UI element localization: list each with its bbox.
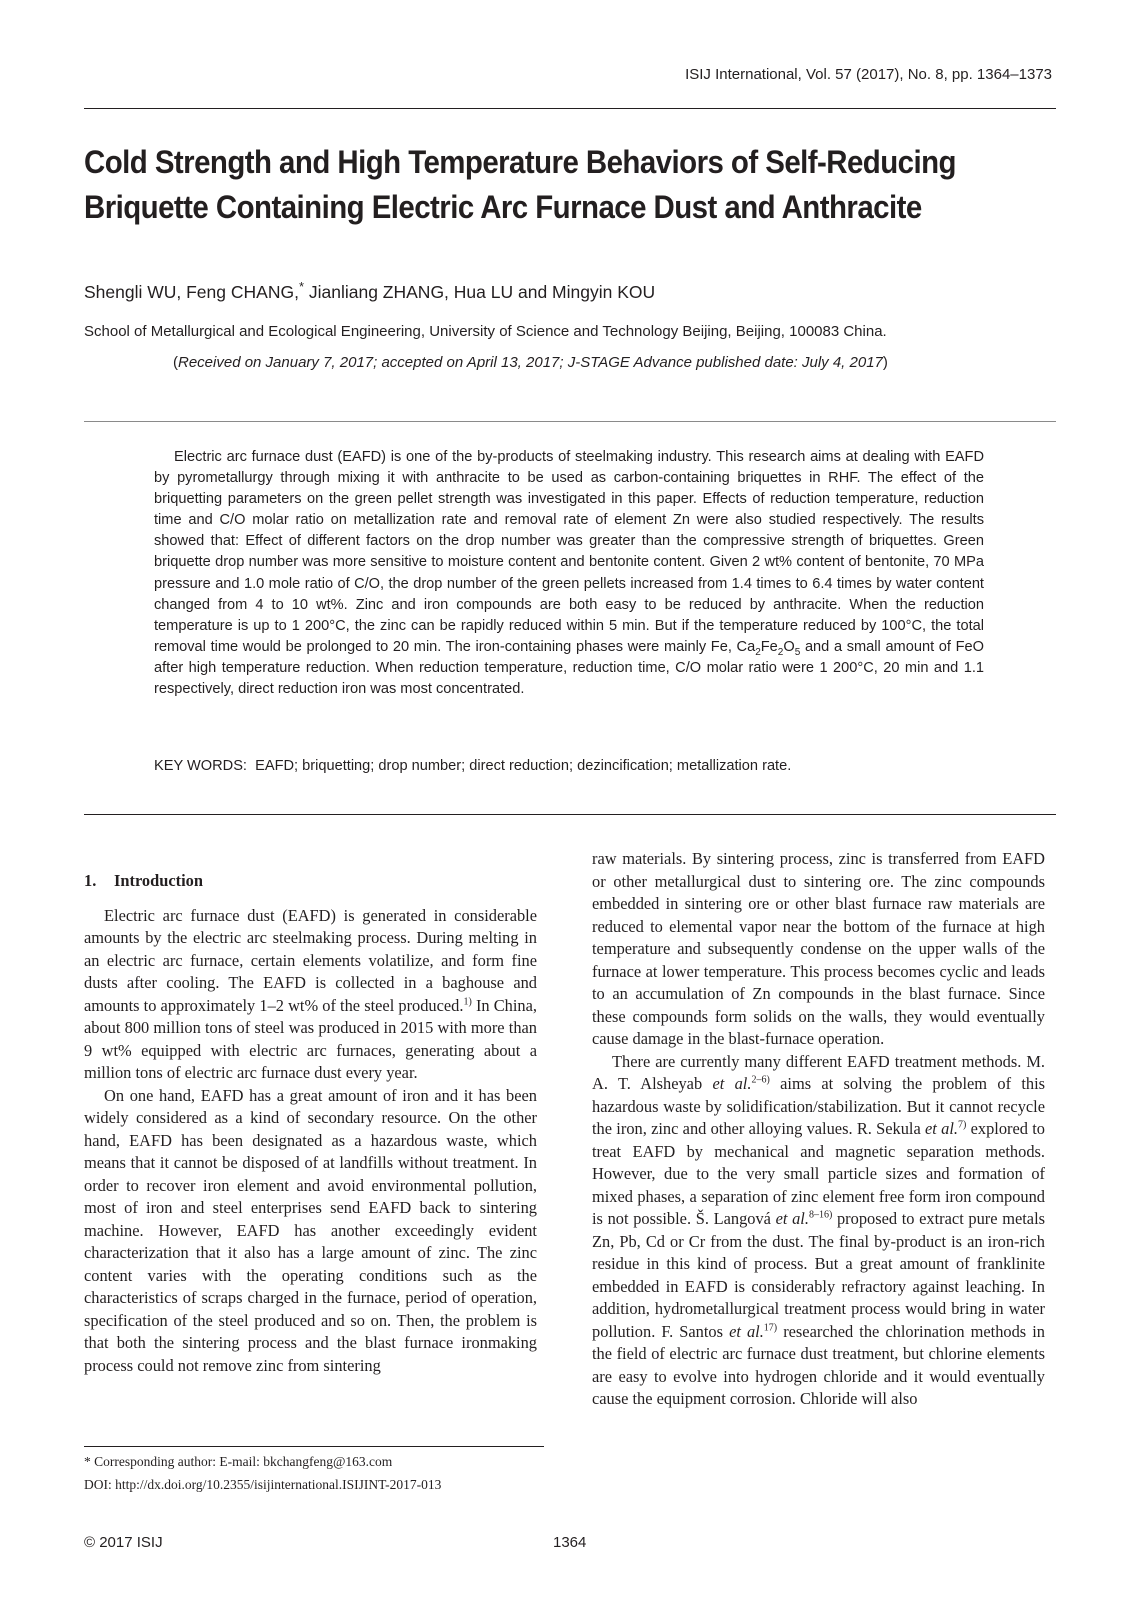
section-title: Introduction: [114, 871, 203, 890]
corresponding-mark: *: [298, 279, 304, 294]
body-text: explored to treat EAFD by mechanical and magnetic separation methods. However, due to the very small particle sizes and formation of mixed phases, a separation of zinc element free form iron compound is not possible. Š. Langová: [592, 1119, 1045, 1228]
et-al: et al.: [712, 1074, 752, 1093]
et-al: et al.: [775, 1209, 809, 1228]
authors-text: Shengli WU, Feng CHANG,: [84, 281, 299, 302]
abstract-text: O: [783, 638, 795, 655]
keywords-label: KEY WORDS:: [154, 758, 247, 774]
subscript: 2: [755, 646, 761, 658]
received-dates: (Received on January 7, 2017; accepted on April 13, 2017; J-STAGE Advance published date: July 4, 2017): [173, 354, 888, 371]
affiliation: School of Metallurgical and Ecological Engineering, University of Science and Technology Beijing, Beijing, 100083 China.: [84, 323, 887, 340]
citation-ref: 8–16): [808, 1209, 833, 1221]
paper-title: Cold Strength and High Temperature Behaviors of Self-Reducing Briquette Containing Electric Arc Furnace Dust and Anthracite: [84, 144, 956, 225]
citation-ref: 1): [463, 996, 472, 1008]
citation-ref: 2–6): [751, 1074, 770, 1086]
et-al: et al.: [925, 1119, 958, 1138]
abstract-top-rule: [84, 421, 1056, 422]
citation-ref: 7): [958, 1119, 967, 1131]
abstract: [154, 447, 984, 700]
received-text: Received on January 7, 2017; accepted on April 13, 2017; J-STAGE Advance published date: July 4, 2017: [178, 354, 883, 371]
body-text: There are currently many different EAFD treatment methods. M. A. T. Alsheyab: [592, 1051, 1045, 1093]
body-paragraph: raw materials. By sintering process, zinc is transferred from EAFD or other metallurgical dust to sintering ore. The zinc compounds embedded in sintering ore or other blast furnace raw materials are reduced to elemental vapor near the bottom of the furnace at high temperature and subsequently condense on the upper walls of the furnace at lower temperature. This process becomes cyclic and leads to an accumulation of Zn compounds in the blast furnace. Since these compounds form solids on the walls, they would eventually cause damage in the blast-furnace operation.: [592, 849, 1045, 1048]
abstract-text: Fe: [760, 638, 778, 655]
body-paragraph: [84, 905, 537, 1085]
copyright: © 2017 ISIJ: [84, 1534, 163, 1551]
page-number: 1364: [553, 1534, 587, 1551]
et-al: et al.: [729, 1321, 764, 1341]
body-text: proposed to extract pure metals Zn, Pb, Cd or Cr from the dust. The final by-product is an iron-rich residue in this kind of process. But a great amount of franklinite embedded in EAFD is considerably refractory against leaching. In addition, hydrometallurgical treatment process would bring in water pollution. F. Santos: [592, 1209, 1045, 1341]
keywords: [154, 758, 791, 774]
abstract-text: Electric arc furnace dust (EAFD) is one of the by-products of steelmaking industry. This research aims at dealing with EAFD by pyrometallurgy through mixing it with anthracite to be used as carbon-containing briquettes in RHF. The effect of the briquetting parameters on the green pellet strength was investigated in this paper. Effects of reduction temperature, reduction time and C/O molar ratio on metallization rate and removal rate of element Zn were also studied respectively. The results showed that: Effect of different factors on the drop number was greater than the compressive strength of briquettes. Green briquette drop number was more sensitive to moisture content and bentonite content. Given 2 wt% content of bentonite, 70 MPa pressure and 1.0 mole ratio of C/O, the drop number of the green pellets increased from 1.4 times to 6.4 times by water content changed from 4 to 10 wt%. Zinc and iron compounds are both easy to be reduced by anthracite. When the reduction temperature is up to 1 200°C, the zinc can be rapidly reduced within 5 min. But if the temperature reduced by 100°C, the total removal time would be prolonged to 20 min. The iron-containing phases were mainly Fe, Ca: [154, 449, 984, 655]
section-number: 1.: [84, 871, 97, 890]
footnote-rule: [84, 1446, 544, 1447]
authors-text-rest: Jianliang ZHANG, Hua LU and Mingyin KOU: [304, 281, 656, 302]
keywords-list: EAFD; briquetting; drop number; direct reduction; dezincification; metallization rate.: [255, 758, 792, 774]
footnote-corresponding: * Corresponding author: E-mail: bkchangfeng@163.com: [84, 1454, 393, 1469]
body-text: researched the chlorination methods in the field of electric arc furnace dust treatment, but chlorine elements are easy to evolve into hydrogen chloride and it would eventually cause the equipment corrosion. Chloride will also: [592, 1321, 1045, 1408]
subscript: 5: [794, 646, 801, 658]
author-list: [84, 279, 655, 303]
journal-citation: ISIJ International, Vol. 57 (2017), No. 8, pp. 1364–1373: [685, 66, 1052, 83]
header-rule: [84, 108, 1056, 109]
body-paragraph: On one hand, EAFD has a great amount of iron and it has been widely considered as a kind of secondary resource. On the other hand, EAFD has been designated as a hazardous waste, which means that it cannot be disposed of at landfills without treatment. In order to recover iron element and avoid environmental pollution, most of iron and steel enterprises send EAFD back to sintering machine. However, EAFD has another exceedingly evident characterization that it also has a large amount of zinc. The zinc content varies with the operating conditions such as the characteristics of scraps charged in the furnace, period of operation, specification of the steel produced and so on. Then, the problem is that both the sintering process and the blast furnace ironmaking process could not remove zinc from sintering: [84, 1085, 537, 1375]
body-text: Electric arc furnace dust (EAFD) is generated in considerable amounts by the electric arc steelmaking process. During melting in an electric arc furnace, certain elements volatilize, and form fine dusts after cooling. The EAFD is collected in a baghouse and amounts to approximately 1–2 wt% of the steel produced.: [84, 905, 537, 1015]
section-heading: [84, 870, 537, 893]
body-text: In China, about 800 million tons of steel was produced in 2015 with more than 9 wt% equipped with electric arc furnaces, generating about a million tons of electric arc furnace dust every year.: [84, 995, 538, 1082]
body-column-left: [84, 870, 537, 1377]
abstract-bottom-rule: [84, 814, 1056, 815]
body-paragraph: [592, 1051, 1045, 1411]
abstract-text: and a small amount of FeO after high temperature reduction. When reduction temperature, reduction time, C/O molar ratio were 1 200°C, 20 min and 1.1 respectively, direct reduction iron was most concentrated.: [154, 638, 984, 698]
body-text: aims at solving the problem of this hazardous waste by solidification/stabilization. But it cannot recycle the iron, zinc and other alloying values. R. Sekula: [592, 1074, 1046, 1138]
footnote-doi: DOI: http://dx.doi.org/10.2355/isijinternational.ISIJINT-2017-013: [84, 1477, 442, 1492]
subscript: 2: [777, 646, 784, 658]
citation-ref: 17): [763, 1322, 778, 1334]
body-column-right: [592, 848, 1045, 1411]
